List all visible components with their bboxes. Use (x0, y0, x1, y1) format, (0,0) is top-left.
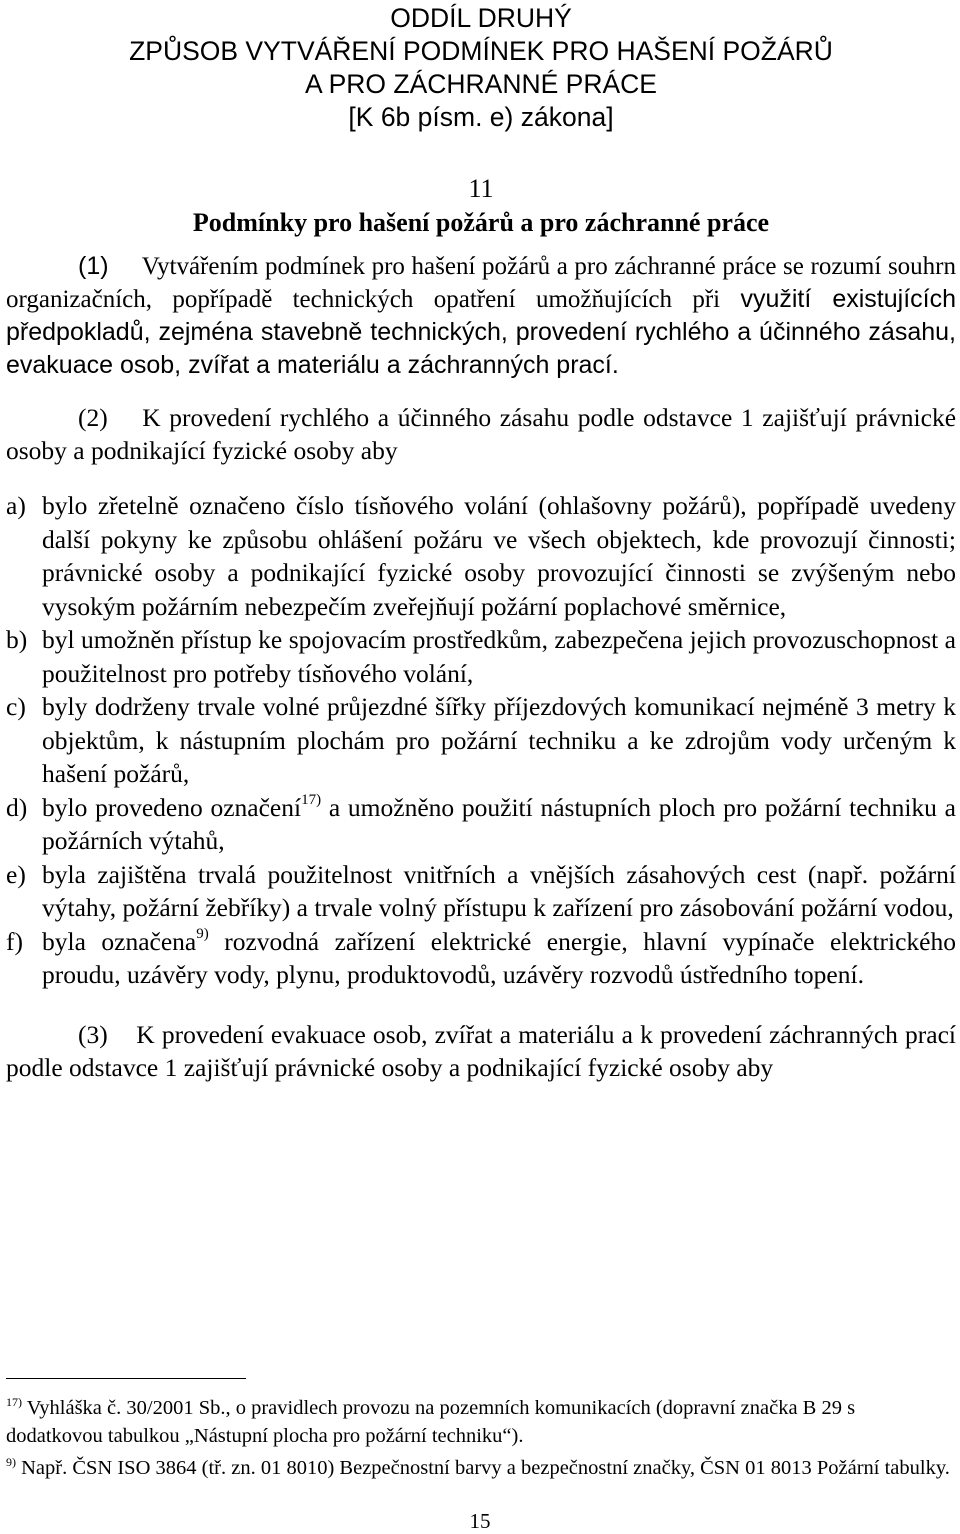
paragraph-1-lead: Vytvářením podmínek pro hašení požárů a pro záchranné práce se rozumí souhrn organizačních, popřípadě technických opatření umožňujících při (6, 253, 957, 313)
list-item (6, 489, 956, 623)
law-reference: [K 6b písm. e) zákona] (348, 102, 614, 132)
list-item-marker: d) (6, 792, 28, 822)
paragraph-1-text: využití existujících předpokladů, zejména stavebně technických, provedení rychlého a účinného zásahu, evakuace osob, zvířat a materiálu a záchranných prací. (6, 285, 956, 379)
list-item-marker: b) (6, 625, 28, 654)
document-page (0, 2, 960, 1533)
footnote-17 (6, 1394, 954, 1450)
paragraph-1 (6, 250, 956, 382)
list-item-text-cont: rozvodná zařízení elektrické energie, hlavní vypínače elektrického proudu, uzávěry vody, plynu, produktovodů, uzávěry rozvodů ústředního topení. (42, 926, 956, 989)
list-item-text-cont: a umožněno použití nástupních ploch pro požární techniku a požárních výtahů, (42, 792, 956, 855)
footnote-text: Např. ČSN ISO 3864 (tř. zn. 01 8010) Bezpečnostní barvy a bezpečnostní značky, ČSN 01 8013 Požární tabulky. (16, 1457, 950, 1479)
paragraph-3-text: K provedení evakuace osob, zvířat a materiálu a k provedení záchranných prací podle odstavce 1 zajišťují právnické osoby a podnikající fyzické osoby aby (6, 1019, 957, 1082)
list-item-text: byly dodrženy trvale volné průjezdné šířky příjezdových komunikací nejméně 3 metry k objektům, k nástupním plochám pro požární techniku a ke zdrojům vody určeným k hašení požárů, (42, 692, 956, 788)
part-title-line1: ZPŮSOB VYTVÁŘENÍ PODMÍNEK PRO HAŠENÍ POŽÁRŮ (129, 36, 833, 66)
paragraph-2 (6, 401, 956, 467)
part-title-line2: A PRO ZÁCHRANNÉ PRÁCE (305, 69, 657, 99)
list-item-text: byla zajištěna trvalá použitelnost vnitřních a vnějších zásahových cest (např. požární výtahy, požární žebříky) a trvale volný přístupu k zařízení pro zásobování požární vodou, (42, 859, 956, 922)
list-item-marker: c) (6, 692, 26, 721)
paragraph-3 (6, 1018, 956, 1084)
list-item-text: bylo provedeno označení (42, 792, 302, 822)
section-number: 11 (468, 174, 494, 203)
list-item (6, 925, 956, 992)
footnote-mark: 9) (6, 1455, 16, 1469)
requirements-list (6, 489, 956, 992)
list-item-text: bylo zřetelně označeno číslo tísňového volání (ohlašovny požárů), popřípadě uvedeny další pokyny ke způsobu ohlášení požáru ve všech objektech, kde provozují činnosti; právnické osoby a podnikající fyzické osoby provozující činnosti se zvýšeným nebo vysokým požárním nebezpečím zveřejňují požární poplachové směrnice, (42, 491, 956, 621)
list-item (6, 690, 956, 791)
list-item-marker: e) (6, 859, 26, 889)
part-heading: ODDÍL DRUHÝ (390, 3, 572, 33)
list-item-marker: a) (6, 491, 26, 520)
page-number: 15 (469, 1509, 491, 1533)
paragraph-3-number: (3) (78, 1019, 108, 1049)
list-item (6, 623, 956, 690)
footnote-mark: 17) (6, 1395, 22, 1409)
list-item-text: byla označena (42, 926, 197, 956)
footnote-divider (6, 1378, 246, 1379)
footnote-9 (6, 1454, 954, 1482)
footnote-ref-17: 17) (301, 791, 322, 808)
list-item (6, 791, 956, 858)
paragraph-2-text: K provedení rychlého a účinného zásahu podle odstavce 1 zajišťují právnické osoby a podnikající fyzické osoby aby (6, 403, 957, 465)
list-item (6, 858, 956, 925)
footnote-text: Vyhláška č. 30/2001 Sb., o pravidlech provozu na pozemních komunikacích (dopravní značka B 29 s dodatkovou tabulkou „Nástupní plocha pro požární techniku“). (6, 1397, 856, 1447)
list-item-text: byl umožněn přístup ke spojovacím prostředkům, zabezpečena jejich provozuschopnost a použitelnost pro potřeby tísňového volání, (42, 625, 956, 688)
section-title: Podmínky pro hašení požárů a pro záchranné práce (192, 208, 770, 237)
footnote-ref-9: 9) (196, 925, 209, 942)
paragraph-1-number: (1) (78, 252, 109, 280)
paragraph-2-number: (2) (78, 403, 108, 432)
list-item-marker: f) (6, 926, 23, 956)
